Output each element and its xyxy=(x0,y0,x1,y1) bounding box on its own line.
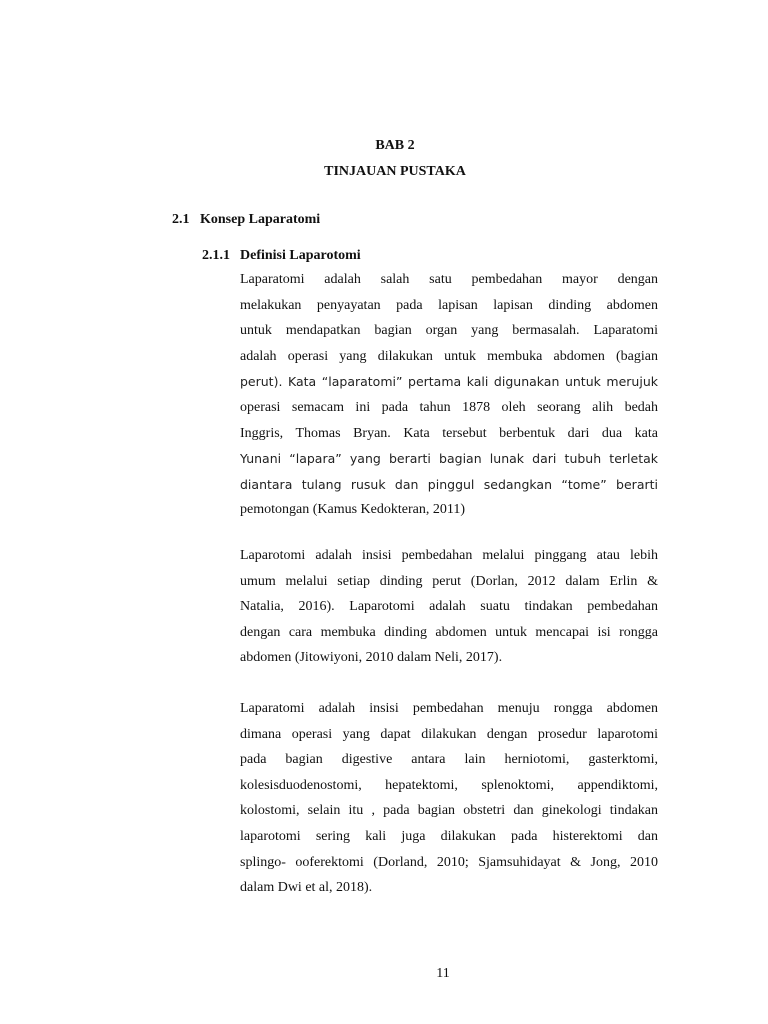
paragraph-line: perut). Kata “laparatomi” pertama kali digunakan untuk merujuk xyxy=(240,374,658,390)
paragraph-line: dalam Dwi et al, 2018). xyxy=(240,880,373,896)
subsection-number: 2.1.1 xyxy=(202,248,230,263)
paragraph-line: umum melalui setiap dinding perut (Dorlan, 2012 dalam Erlin & xyxy=(240,573,658,589)
paragraph-line: pada bagian digestive antara lain herniotomi, gasterktomi, xyxy=(240,752,658,768)
paragraph-line: untuk mendapatkan bagian organ yang bermasalah. Laparatomi xyxy=(240,323,658,339)
paragraph-line: kolostomi, selain itu , pada bagian obstetri dan ginekologi tindakan xyxy=(240,803,658,819)
paragraph-line: Laparotomi adalah insisi pembedahan melalui pinggang atau lebih xyxy=(240,548,658,563)
paragraph-line: pemotongan (Kamus Kedokteran, 2011) xyxy=(240,502,465,518)
paragraph-line: diantara tulang rusuk dan pinggul sedangkan “tome” berarti xyxy=(240,476,658,492)
section-title: Konsep Laparatomi xyxy=(200,212,321,227)
paragraph-line: dimana operasi yang dapat dilakukan dengan prosedur laparotomi xyxy=(240,726,658,742)
paragraph-line: kolesisduodenostomi, hepatektomi, splenoktomi, appendiktomi, xyxy=(240,777,658,793)
paragraph-1 xyxy=(240,267,658,523)
paragraph-line: Laparatomi adalah insisi pembedahan menuju rongga abdomen xyxy=(240,701,658,716)
section-number: 2.1 xyxy=(172,212,190,227)
page-number: 11 xyxy=(436,966,450,981)
paragraph-line: abdomen (Jitowiyoni, 2010 dalam Neli, 2017). xyxy=(240,650,503,666)
paragraph-line: Laparatomi adalah salah satu pembedahan mayor dengan xyxy=(240,272,658,287)
subsection-heading xyxy=(202,248,361,264)
paragraph-line: Yunani “lapara” yang berarti bagian lunak dari tubuh terletak xyxy=(240,451,658,467)
subsection-title: Definisi Laparotomi xyxy=(240,248,361,263)
chapter-number: BAB 2 xyxy=(375,138,415,153)
paragraph-3 xyxy=(240,696,658,901)
paragraph-2 xyxy=(240,543,658,671)
paragraph-line: laparotomi sering kali juga dilakukan pada histerektomi dan xyxy=(240,828,658,844)
chapter-title: TINJAUAN PUSTAKA xyxy=(324,164,466,179)
section-heading xyxy=(172,212,320,228)
paragraph-line: Inggris, Thomas Bryan. Kata tersebut berbentuk dari dua kata xyxy=(240,425,658,441)
paragraph-line: Natalia, 2016). Laparotomi adalah suatu tindakan pembedahan xyxy=(240,599,658,615)
paragraph-line: adalah operasi yang dilakukan untuk membuka abdomen (bagian xyxy=(240,348,658,364)
paragraph-line: splingo- ooferektomi (Dorland, 2010; Sjamsuhidayat & Jong, 2010 xyxy=(240,854,658,870)
paragraph-line: operasi semacam ini pada tahun 1878 oleh seorang alih bedah xyxy=(240,399,658,415)
paragraph-line: dengan cara membuka dinding abdomen untuk mencapai isi rongga xyxy=(240,624,658,640)
paragraph-line: melakukan penyayatan pada lapisan lapisan dinding abdomen xyxy=(240,297,658,313)
